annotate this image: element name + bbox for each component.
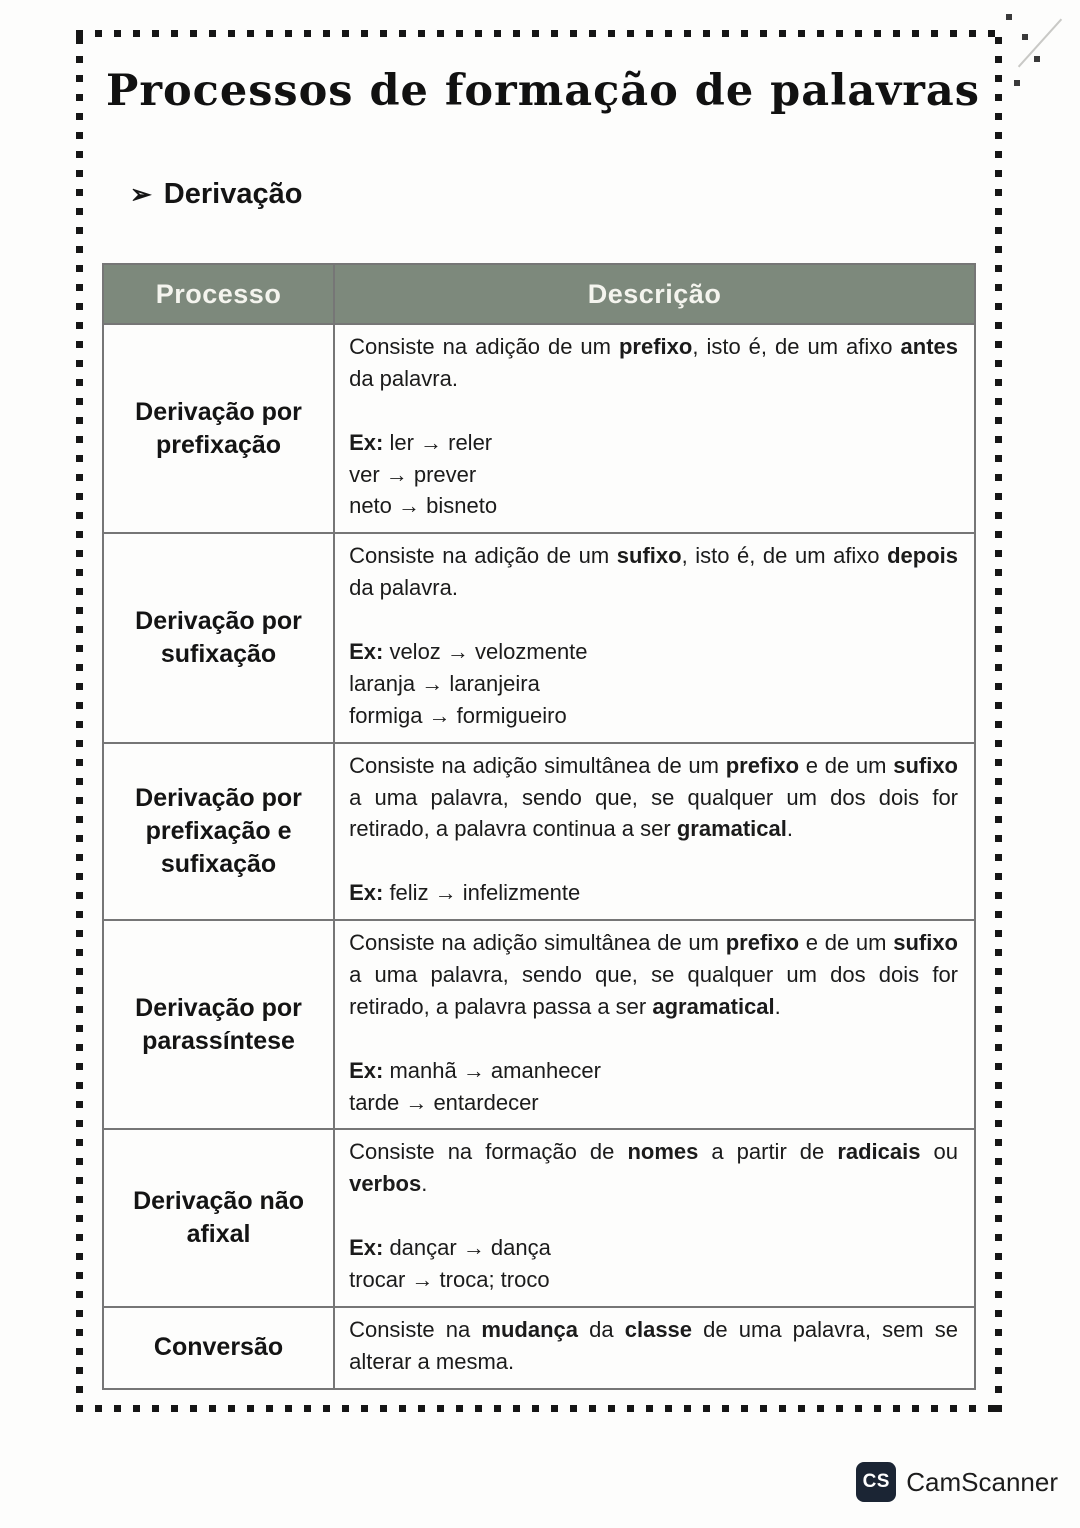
dotted-border-frame (76, 30, 1002, 1412)
description-text: Consiste na mudança da classe de uma palavra, sem se alterar a mesma. (349, 1316, 958, 1374)
section-label: Derivação (163, 178, 303, 210)
page-title: Processos de formação de palavras (106, 66, 980, 116)
table-header-description: Descrição (334, 264, 975, 324)
scan-artifact-page-corner (1018, 19, 1062, 68)
process-cell: Derivação por prefixação (103, 324, 334, 533)
description-text: Consiste na adição de um prefixo, isto é, de um afixo antes da palavra. Ex: ler → reler ver → prever neto → bisneto (349, 334, 958, 519)
scan-artifact-dot (1014, 80, 1020, 86)
process-cell: Derivação por sufixação (103, 533, 334, 742)
arrow-bullet-icon: ➢ (130, 179, 152, 209)
process-cell: Conversão (103, 1307, 334, 1389)
table-header-process: Processo (103, 264, 334, 324)
camscanner-logo-icon: CS (856, 1462, 896, 1502)
description-text: Consiste na adição simultânea de um prefixo e de um sufixo a uma palavra, sendo que, se qualquer um dos dois for retirado, a palavra continua a ser gramatical. Ex: feliz → infelizmente (349, 752, 958, 906)
camscanner-label: CamScanner (906, 1466, 1058, 1497)
description-text: Consiste na adição de um sufixo, isto é, de um afixo depois da palavra. Ex: veloz → velozmente laranja → laranjeira formiga → formigueiro (349, 543, 958, 728)
scan-artifact-dot (1022, 34, 1028, 40)
word-formation-table (102, 263, 976, 1390)
camscanner-brand (856, 1462, 1058, 1502)
table-row (103, 1307, 975, 1389)
section-heading (130, 178, 976, 211)
process-cell: Derivação por prefixação e sufixação (103, 743, 334, 920)
description-cell (334, 324, 975, 533)
process-cell: Derivação por parassíntese (103, 920, 334, 1129)
description-cell (334, 1129, 975, 1306)
scan-artifact-dot (1006, 14, 1012, 20)
description-text: Consiste na adição simultânea de um prefixo e de um sufixo a uma palavra, sendo que, se qualquer um dos dois for retirado, a palavra passa a ser agramatical. Ex: manhã → amanhecer tarde → entardecer (349, 930, 958, 1115)
description-cell (334, 743, 975, 920)
description-cell (334, 533, 975, 742)
table-row (103, 1129, 975, 1306)
table-header-row (103, 264, 975, 324)
process-cell: Derivação não afixal (103, 1129, 334, 1306)
table-row (103, 324, 975, 533)
description-cell (334, 1307, 975, 1389)
description-text: Consiste na formação de nomes a partir de radicais ou verbos. Ex: dançar → dança trocar → troca; troco (349, 1139, 958, 1293)
description-cell (334, 920, 975, 1129)
table-row (103, 743, 975, 920)
table-row (103, 533, 975, 742)
scan-artifact-dot (1034, 56, 1040, 62)
table-row (103, 920, 975, 1129)
